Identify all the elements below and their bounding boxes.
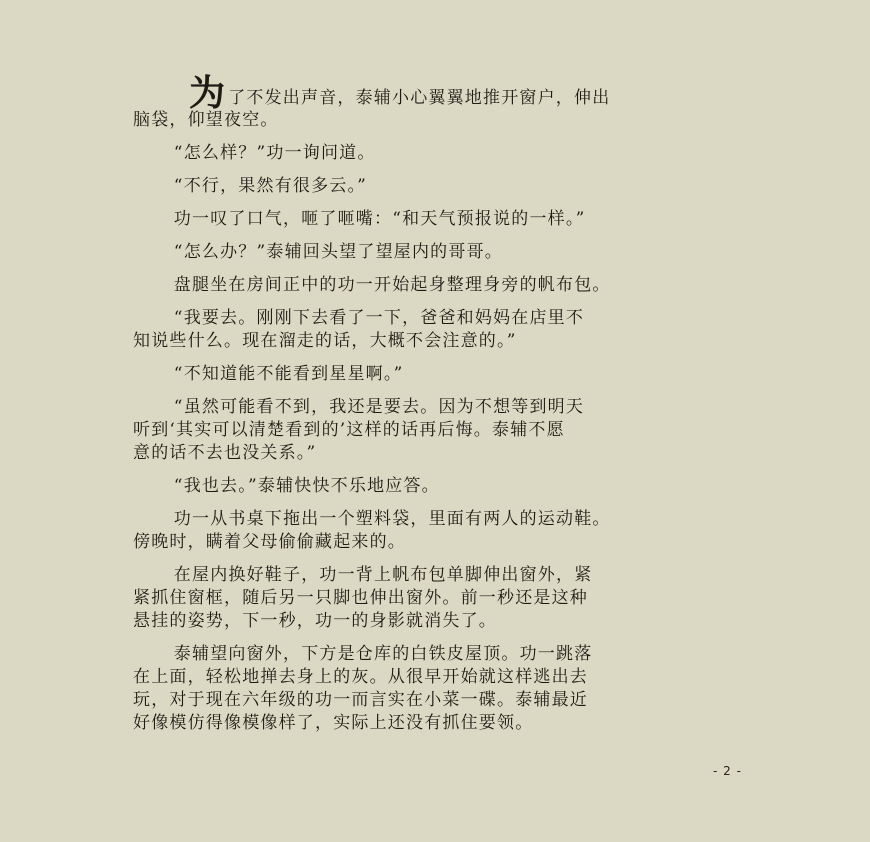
paragraph-7: “我要去。刚刚下去看了一下，爸爸和妈妈在店里不 知说些什么。现在溜走的话，大概不会注意的。” [133,308,585,351]
paragraph-1: 为了不发出声音，泰辅小心翼翼地推开窗户，伸出 脑袋，仰望夜空。 [133,72,611,130]
book-page [133,73,755,745]
paragraph-11: 功一从书桌下拖出一个塑料袋，里面有两人的运动鞋。 傍晚时，瞒着父母偷偷藏起来的。 [133,509,611,552]
drop-cap: 为 [189,72,227,114]
paragraph-2: “怎么样？”功一询问道。 [173,143,376,163]
paragraph-9: “虽然可能看不到，我还是要去。因为不想等到明天 听到‘其实可以清楚看到的’这样的话再后悔。泰辅不愿 意的话不去也没关系。” [133,397,585,463]
paragraph-3: “不行，果然有很多云。” [173,176,368,196]
paragraph-12: 在屋内换好鞋子，功一背上帆布包单脚伸出窗外，紧 紧抓住窗框，随后另一只脚也伸出窗外。前一秒还是这种 悬挂的姿势，下一秒，功一的身影就消失了。 [133,565,593,631]
paragraph-13: 泰辅望向窗外，下方是仓库的白铁皮屋顶。功一跳落 在上面，轻松地掸去身上的灰。从很早开始就这样逃出去 玩，对于现在六年级的功一而言实在小菜一碟。泰辅最近 好像模仿得像模像样了，实际上还没有抓住要领。 [133,644,593,733]
paragraph-10: “我也去。”泰辅快快不乐地应答。 [173,476,440,496]
paragraph-4: 功一叹了口气，咂了咂嘴：“和天气预报说的一样。” [173,209,586,229]
paragraph-6: 盘腿坐在房间正中的功一开始起身整理身旁的帆布包。 [173,275,611,295]
page-number: - 2 - [713,764,742,778]
paragraph-5: “怎么办？”泰辅回头望了望屋内的哥哥。 [173,242,503,262]
paragraph-8: “不知道能不能看到星星啊。” [173,364,404,384]
